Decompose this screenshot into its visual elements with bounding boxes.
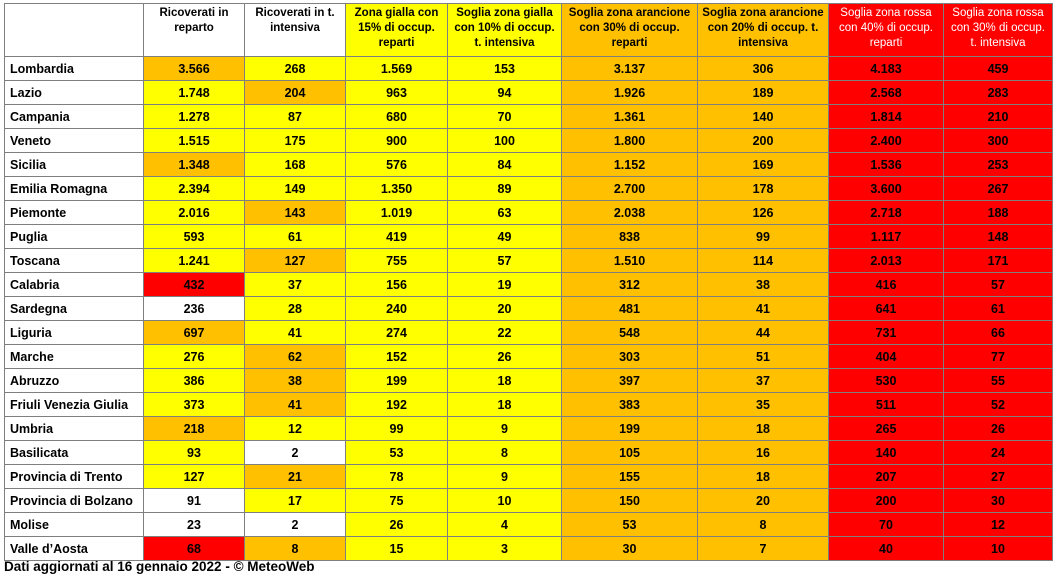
value-cell: 268 [245,57,346,81]
value-cell: 19 [448,273,562,297]
value-cell: 175 [245,129,346,153]
value-cell: 99 [346,417,448,441]
value-cell: 240 [346,297,448,321]
value-cell: 127 [245,249,346,273]
value-cell: 16 [698,441,829,465]
header-row [5,4,1053,57]
value-cell: 41 [698,297,829,321]
region-cell: Liguria [5,321,144,345]
value-cell: 18 [448,369,562,393]
value-cell: 8 [698,513,829,537]
value-cell: 1.748 [144,81,245,105]
value-cell: 41 [245,393,346,417]
table-row [5,489,1053,513]
value-cell: 21 [245,465,346,489]
value-cell: 3.600 [829,177,944,201]
header-cell: Soglia zona arancione con 30% di occup. reparti [562,4,698,57]
value-cell: 199 [346,369,448,393]
value-cell: 140 [698,105,829,129]
value-cell: 38 [698,273,829,297]
value-cell: 105 [562,441,698,465]
value-cell: 148 [944,225,1053,249]
value-cell: 53 [346,441,448,465]
value-cell: 127 [144,465,245,489]
value-cell: 731 [829,321,944,345]
value-cell: 24 [944,441,1053,465]
value-cell: 17 [245,489,346,513]
value-cell: 283 [944,81,1053,105]
table-row [5,321,1053,345]
value-cell: 274 [346,321,448,345]
value-cell: 57 [944,273,1053,297]
value-cell: 7 [698,537,829,561]
value-cell: 312 [562,273,698,297]
value-cell: 40 [829,537,944,561]
value-cell: 306 [698,57,829,81]
value-cell: 511 [829,393,944,417]
value-cell: 114 [698,249,829,273]
value-cell: 1.117 [829,225,944,249]
value-cell: 68 [144,537,245,561]
table-row [5,297,1053,321]
value-cell: 200 [829,489,944,513]
value-cell: 28 [245,297,346,321]
table-row [5,393,1053,417]
value-cell: 680 [346,105,448,129]
region-cell: Piemonte [5,201,144,225]
table-row [5,345,1053,369]
region-cell: Provincia di Trento [5,465,144,489]
value-cell: 416 [829,273,944,297]
value-cell: 70 [448,105,562,129]
region-cell: Basilicata [5,441,144,465]
value-cell: 1.569 [346,57,448,81]
value-cell: 1.241 [144,249,245,273]
value-cell: 576 [346,153,448,177]
region-cell: Toscana [5,249,144,273]
value-cell: 84 [448,153,562,177]
value-cell: 26 [448,345,562,369]
hospitalization-table [4,3,1053,561]
region-cell: Molise [5,513,144,537]
value-cell: 169 [698,153,829,177]
value-cell: 27 [944,465,1053,489]
value-cell: 18 [698,417,829,441]
value-cell: 9 [448,465,562,489]
value-cell: 459 [944,57,1053,81]
value-cell: 62 [245,345,346,369]
value-cell: 8 [448,441,562,465]
value-cell: 61 [245,225,346,249]
table-row [5,81,1053,105]
region-cell: Campania [5,105,144,129]
table-row [5,129,1053,153]
value-cell: 52 [944,393,1053,417]
value-cell: 218 [144,417,245,441]
value-cell: 204 [245,81,346,105]
value-cell: 189 [698,81,829,105]
value-cell: 276 [144,345,245,369]
value-cell: 99 [698,225,829,249]
value-cell: 1.926 [562,81,698,105]
region-cell: Lazio [5,81,144,105]
table-row [5,249,1053,273]
table-row [5,513,1053,537]
value-cell: 15 [346,537,448,561]
value-cell: 94 [448,81,562,105]
value-cell: 100 [448,129,562,153]
footer-note: Dati aggiornati al 16 gennaio 2022 - © MeteoWeb [4,559,315,574]
value-cell: 41 [245,321,346,345]
value-cell: 49 [448,225,562,249]
value-cell: 87 [245,105,346,129]
value-cell: 373 [144,393,245,417]
region-cell: Puglia [5,225,144,249]
value-cell: 1.278 [144,105,245,129]
value-cell: 26 [346,513,448,537]
table-row [5,441,1053,465]
value-cell: 37 [245,273,346,297]
table-row [5,153,1053,177]
value-cell: 1.536 [829,153,944,177]
table-row [5,537,1053,561]
value-cell: 51 [698,345,829,369]
header-cell: Soglia zona rossa con 30% di occup. t. intensiva [944,4,1053,57]
value-cell: 188 [944,201,1053,225]
value-cell: 1.019 [346,201,448,225]
value-cell: 1.152 [562,153,698,177]
value-cell: 1.515 [144,129,245,153]
value-cell: 18 [448,393,562,417]
value-cell: 199 [562,417,698,441]
value-cell: 2.013 [829,249,944,273]
value-cell: 44 [698,321,829,345]
value-cell: 432 [144,273,245,297]
value-cell: 1.800 [562,129,698,153]
value-cell: 149 [245,177,346,201]
header-cell: Soglia zona gialla con 10% di occup. t. intensiva [448,4,562,57]
value-cell: 1.348 [144,153,245,177]
value-cell: 404 [829,345,944,369]
table-row [5,177,1053,201]
value-cell: 30 [562,537,698,561]
value-cell: 838 [562,225,698,249]
value-cell: 171 [944,249,1053,273]
value-cell: 75 [346,489,448,513]
value-cell: 300 [944,129,1053,153]
table-row [5,225,1053,249]
value-cell: 1.814 [829,105,944,129]
value-cell: 12 [245,417,346,441]
value-cell: 2.568 [829,81,944,105]
value-cell: 641 [829,297,944,321]
table-row [5,369,1053,393]
value-cell: 37 [698,369,829,393]
value-cell: 38 [245,369,346,393]
value-cell: 152 [346,345,448,369]
table-row [5,465,1053,489]
value-cell: 70 [829,513,944,537]
value-cell: 26 [944,417,1053,441]
value-cell: 63 [448,201,562,225]
value-cell: 303 [562,345,698,369]
value-cell: 155 [562,465,698,489]
region-cell: Sardegna [5,297,144,321]
header-cell [5,4,144,57]
value-cell: 2.394 [144,177,245,201]
value-cell: 3.137 [562,57,698,81]
header-cell: Soglia zona rossa con 40% di occup. reparti [829,4,944,57]
value-cell: 9 [448,417,562,441]
value-cell: 30 [944,489,1053,513]
value-cell: 593 [144,225,245,249]
value-cell: 12 [944,513,1053,537]
region-cell: Abruzzo [5,369,144,393]
region-cell: Sicilia [5,153,144,177]
value-cell: 126 [698,201,829,225]
value-cell: 419 [346,225,448,249]
value-cell: 386 [144,369,245,393]
region-cell: Marche [5,345,144,369]
table-row [5,57,1053,81]
value-cell: 55 [944,369,1053,393]
value-cell: 2 [245,513,346,537]
value-cell: 150 [562,489,698,513]
value-cell: 66 [944,321,1053,345]
value-cell: 236 [144,297,245,321]
value-cell: 35 [698,393,829,417]
value-cell: 77 [944,345,1053,369]
value-cell: 2.038 [562,201,698,225]
table-row [5,417,1053,441]
value-cell: 3.566 [144,57,245,81]
value-cell: 153 [448,57,562,81]
value-cell: 963 [346,81,448,105]
value-cell: 53 [562,513,698,537]
value-cell: 397 [562,369,698,393]
value-cell: 178 [698,177,829,201]
value-cell: 200 [698,129,829,153]
value-cell: 2.016 [144,201,245,225]
value-cell: 2.718 [829,201,944,225]
value-cell: 210 [944,105,1053,129]
value-cell: 207 [829,465,944,489]
region-cell: Friuli Venezia Giulia [5,393,144,417]
value-cell: 383 [562,393,698,417]
region-cell: Provincia di Bolzano [5,489,144,513]
header-cell: Zona gialla con 15% di occup. reparti [346,4,448,57]
value-cell: 4 [448,513,562,537]
value-cell: 265 [829,417,944,441]
table-row [5,105,1053,129]
value-cell: 61 [944,297,1053,321]
value-cell: 156 [346,273,448,297]
region-cell: Lombardia [5,57,144,81]
region-cell: Umbria [5,417,144,441]
value-cell: 530 [829,369,944,393]
value-cell: 168 [245,153,346,177]
region-cell: Valle d’Aosta [5,537,144,561]
region-cell: Veneto [5,129,144,153]
value-cell: 57 [448,249,562,273]
value-cell: 10 [448,489,562,513]
value-cell: 2.400 [829,129,944,153]
value-cell: 78 [346,465,448,489]
table-row [5,273,1053,297]
region-cell: Calabria [5,273,144,297]
value-cell: 192 [346,393,448,417]
value-cell: 900 [346,129,448,153]
value-cell: 1.361 [562,105,698,129]
header-cell: Ricoverati in reparto [144,4,245,57]
value-cell: 267 [944,177,1053,201]
value-cell: 18 [698,465,829,489]
value-cell: 253 [944,153,1053,177]
value-cell: 2.700 [562,177,698,201]
value-cell: 10 [944,537,1053,561]
value-cell: 89 [448,177,562,201]
value-cell: 91 [144,489,245,513]
value-cell: 93 [144,441,245,465]
value-cell: 548 [562,321,698,345]
value-cell: 481 [562,297,698,321]
value-cell: 140 [829,441,944,465]
value-cell: 697 [144,321,245,345]
region-cell: Emilia Romagna [5,177,144,201]
value-cell: 20 [448,297,562,321]
value-cell: 1.350 [346,177,448,201]
table-row [5,201,1053,225]
value-cell: 3 [448,537,562,561]
value-cell: 20 [698,489,829,513]
value-cell: 2 [245,441,346,465]
value-cell: 755 [346,249,448,273]
header-cell: Ricoverati in t. intensiva [245,4,346,57]
header-cell: Soglia zona arancione con 20% di occup. t. intensiva [698,4,829,57]
value-cell: 143 [245,201,346,225]
value-cell: 8 [245,537,346,561]
value-cell: 1.510 [562,249,698,273]
value-cell: 23 [144,513,245,537]
value-cell: 22 [448,321,562,345]
value-cell: 4.183 [829,57,944,81]
